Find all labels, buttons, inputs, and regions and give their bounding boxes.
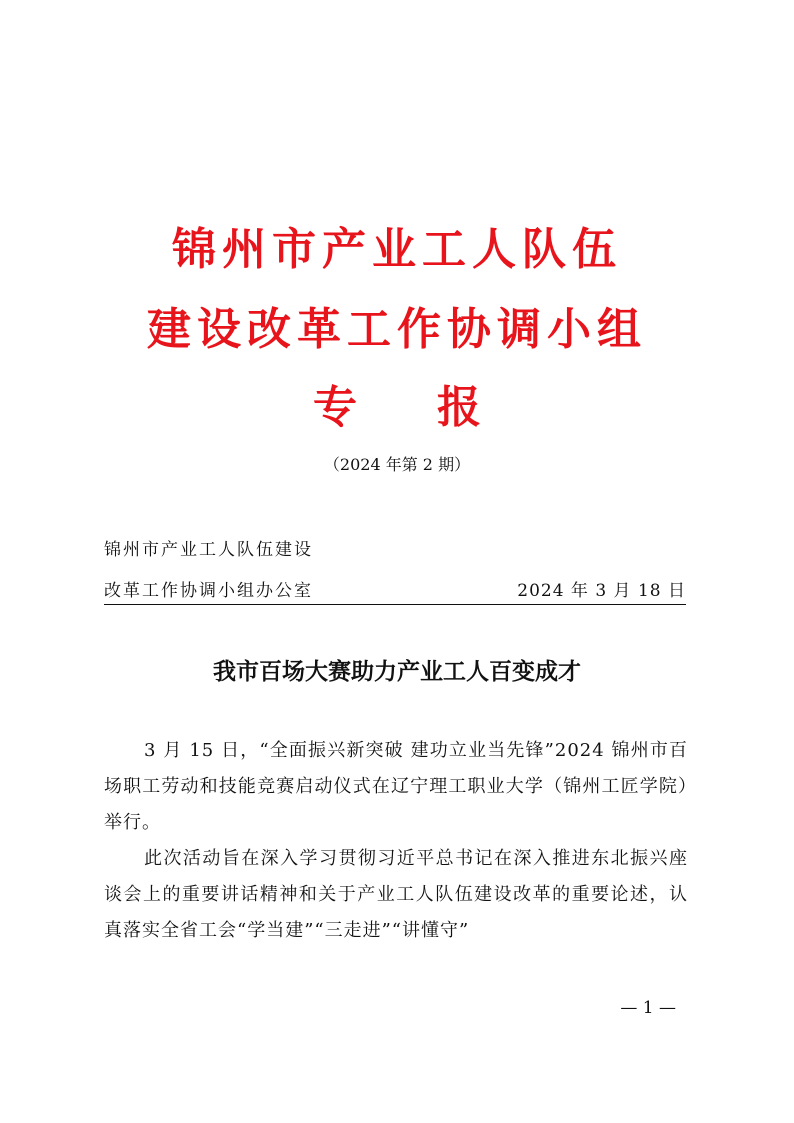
page-number: — 1 — xyxy=(620,998,676,1018)
article-title: 我市百场大赛助力产业工人百变成才 xyxy=(213,658,581,685)
issuer-line1: 锦州市产业工人队伍建设 xyxy=(104,540,313,560)
issuer-date-row xyxy=(104,578,686,605)
masthead-title-line3: 专报 xyxy=(313,382,561,433)
issuer-line2: 改革工作协调小组办公室 xyxy=(104,581,313,601)
masthead-title-line1: 锦州市产业工人队伍 xyxy=(172,224,622,275)
masthead-title-line2: 建设改革工作协调小组 xyxy=(147,304,647,355)
article-paragraph-2: 此次活动旨在深入学习贯彻习近平总书记在深入推进东北振兴座谈会上的重要讲话精神和关于产业工人队伍建设改革的重要论述，认真落实全省工会“学当建”“三走进”“讲懂守” xyxy=(104,848,688,941)
issue-number: （2024 年第 2 期） xyxy=(323,455,471,474)
article-body xyxy=(104,733,688,949)
article-paragraph-1: 3 月 15 日，“全面振兴新突破 建功立业当先锋”2024 锦州市百场职工劳动和技能竞赛启动仪式在辽宁理工职业大学（锦州工匠学院）举行。 xyxy=(104,740,688,833)
issue-date: 2024 年 3 月 18 日 xyxy=(517,581,686,601)
